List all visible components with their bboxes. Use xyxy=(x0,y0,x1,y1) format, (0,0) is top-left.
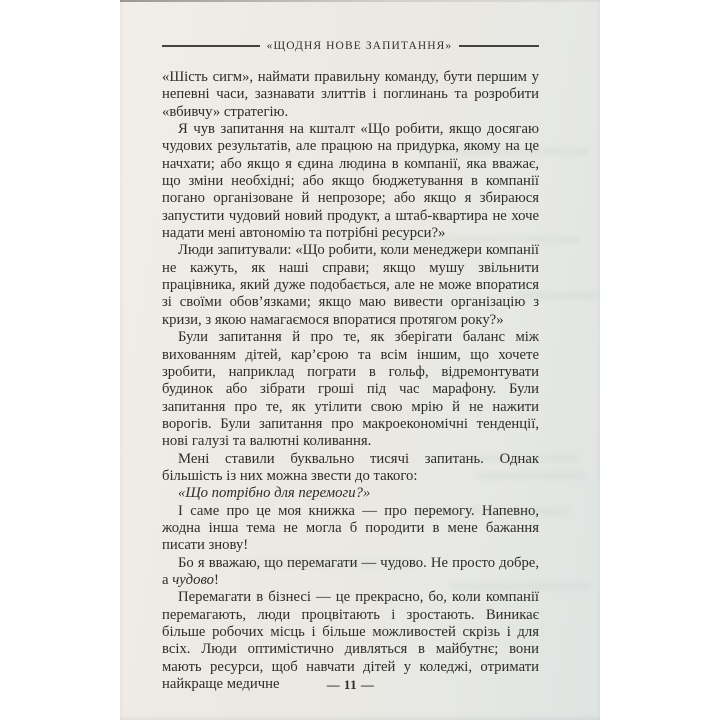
paragraph-italic-segment: «Що потрібно для перемоги?» xyxy=(178,485,371,502)
paragraph xyxy=(162,503,539,555)
page-number: — 11 — xyxy=(326,677,375,692)
book-page-photo xyxy=(120,0,600,720)
paragraph-segment: І саме про це моя книжка — про перемогу. Напевно, жодна інша тема не могла б породити в мене бажання писати знову! xyxy=(162,502,539,554)
paragraph xyxy=(162,485,539,502)
paragraph xyxy=(162,329,539,450)
paragraph xyxy=(162,555,539,590)
header-rule-right xyxy=(459,45,539,47)
header-rule-left xyxy=(162,45,260,47)
paragraph-segment: ! xyxy=(214,571,219,588)
paragraph-segment: Бо я вважаю, що перемагати — чудово. Не просто добре, а xyxy=(162,554,539,588)
running-head-title: «ЩОДНЯ НОВЕ ЗАПИТАННЯ» xyxy=(266,40,453,52)
paragraph xyxy=(162,121,539,242)
running-head xyxy=(162,40,539,52)
paragraph-segment: «Шість сигм», наймати правильну команду, бути першим у непевні часи, зазнавати злиттів і поглинань та розробити «вбивчу» стратегію. xyxy=(162,69,539,120)
paragraph xyxy=(162,242,539,329)
paragraph-segment: Були запитання й про те, як зберігати баланс між вихованням дітей, кар’єрою та всім іншим, що хочете зробити, наприклад пограти в гольф, відремонтувати будинок або зібрати гроші під час марафону. Були запитання про те, як утілити свою мрію й не нажити ворогів. Були запитання про макроекономічні тенденції, нові галузі та валютні коливання. xyxy=(162,329,539,450)
paragraph-segment: Мені ставили буквально тисячі запитань. Однак більшість із них можна звести до такого: xyxy=(162,450,539,484)
paragraph-italic-segment: чудово xyxy=(172,571,214,588)
paragraph xyxy=(162,451,539,486)
paragraph-segment: Люди запитували: «Що робити, коли менеджери компанії не кажуть, як наші справи; якщо мушу звільнити працівника, який дуже подобається, але не може впоратися зі своїми обов’язками; якщо маю вивести організацію з кризи, з якою намагаємося впоратися протягом року?» xyxy=(162,242,539,328)
paragraph-segment: Я чув запитання на кшталт «Що робити, якщо досягаю чудових результатів, але працюю на придурка, якому на це начхати; або якщо я єдина людина в компанії, яка вважає, що зміни необхідні; або якщо бюджетування в компанії погано організоване й непрозоре; або якщо я збираюся запустити чудовий новий продукт, а штаб-квартира не хоче надати мені автономію та потрібні ресурси?» xyxy=(162,121,539,242)
paragraph-segment: Перемагати в бізнесі — це прекрасно, бо, коли компанії перемагають, люди процвітають і зростають. Виникає більше робочих місць і більше можливостей скрізь і для всіх. Люди оптимістично дивляться в майбутнє; вони мають ресурси, щоб навчати дітей у коледжі, отримати найкраще медичне xyxy=(162,589,539,693)
page-body-text xyxy=(162,69,539,693)
paragraph xyxy=(162,69,539,121)
